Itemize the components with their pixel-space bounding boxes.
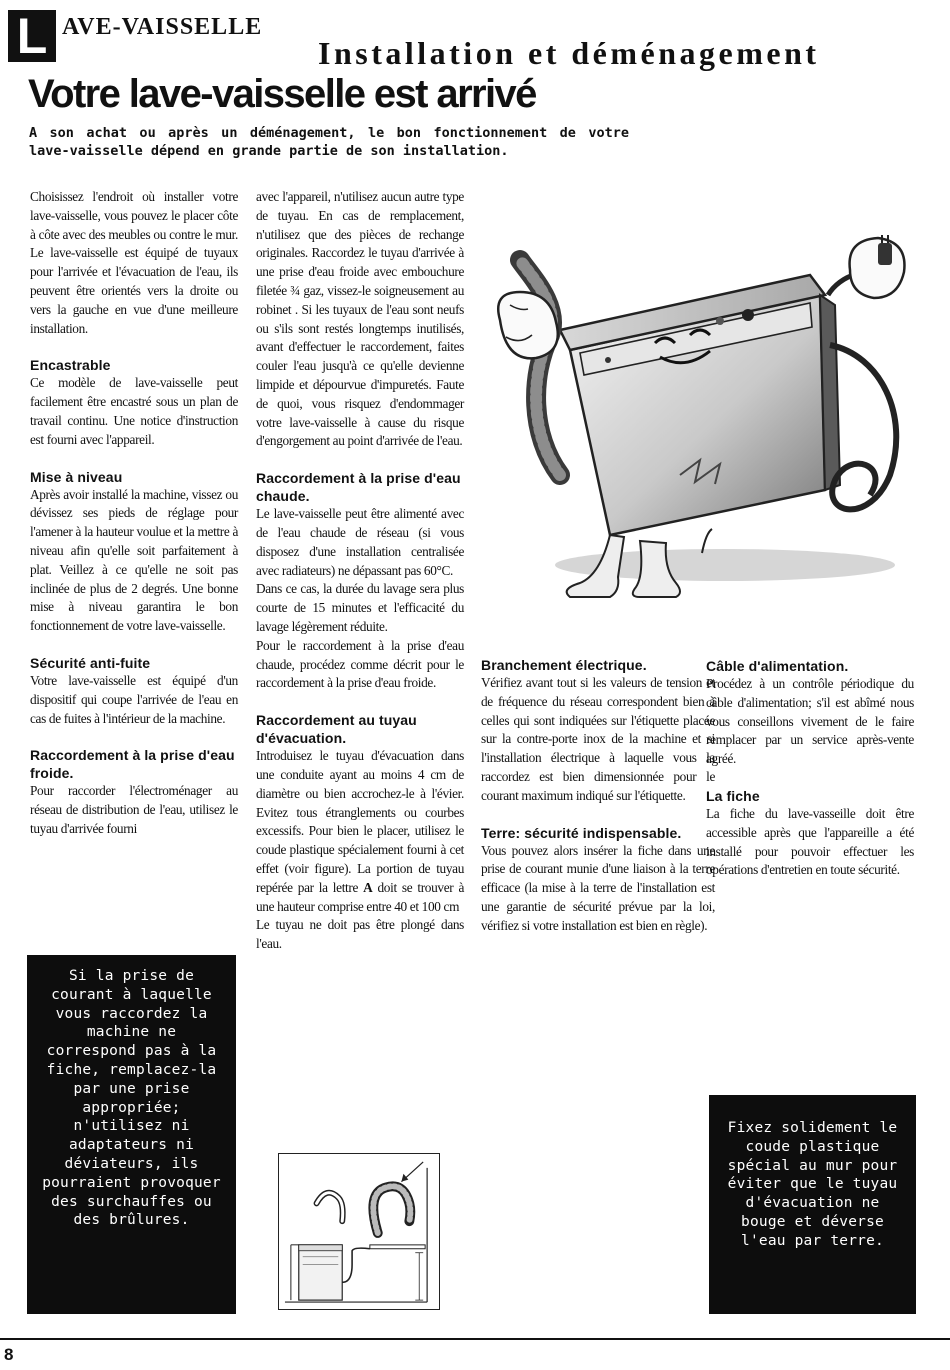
warning-box-prise: Si la prise de courant à laquelle vous raccordez la machine ne correspond pas à la fiche, remplacez-la par une prise appropriée; n'utilisez ni adaptateurs ni déviateurs, ils pourraient provoquer des surchauffes ou des brûlures.	[27, 955, 236, 1314]
text-la-fiche: La fiche du lave-vasseille doit être accessible après que l'appareille a été installé pour pouvoir effectuer les opérations d'entretien en toute sécurité.	[706, 805, 914, 878]
column-3	[481, 656, 715, 936]
text-securite-anti-fuite: Votre lave-vaisselle est équipé d'un dispositif qui coupe l'arrivée de l'eau en cas de fuites à l'intérieur de la machine.	[30, 672, 238, 726]
column-2	[256, 188, 464, 954]
text-prise-eau-froide-cont: avec l'appareil, n'utilisez aucun autre type de tuyau. En cas de remplacement, n'utilisez que des pièces de rechange originales. Raccordez le tuyau d'arrivée à une prise d'eau froide avec embouchure filetée ¾ gaz, vissez-le soigneusement au robinet . Si les tuyaux de l'eau sont neufs ou s'ils sont restés longtemps inutilisés, avant d'effectuer le raccordement, faites couler l'eau jusqu'à ce qu'elle devienne limpide et dépourvue d'impuretés. Faute de quoi, vous risquez d'endommager votre lave-vaisselle à cause du risque d'engorgement au point d'arrivée de l'eau.	[256, 189, 464, 449]
intro-paragraph: A son achat ou après un déménagement, le bon fonctionnement de votre lave-vaisselle dépend en grande partie de son installation.	[29, 125, 629, 159]
text-prise-eau-froide: Pour raccorder l'électroménager au réseau de distribution de l'eau, utilisez le tuyau d'arrivée fourni	[30, 783, 238, 836]
page-title: Votre lave-vaisselle est arrivé	[28, 72, 536, 116]
text-evac-part2: doit se trouver à une hauteur comprise entre 40 et 100 cm	[256, 879, 464, 914]
section-subtitle: Installation et déménagement	[318, 35, 820, 71]
heading-cable-alimentation: Câble d'alimentation.	[706, 658, 849, 674]
heading-branchement-electrique: Branchement électrique.	[481, 657, 647, 673]
text-tuyau-evacuation	[256, 747, 464, 916]
heading-prise-eau-chaude: Raccordement à la prise d'eau chaude.	[256, 470, 461, 505]
dishwasher-cartoon-illustration	[490, 235, 930, 605]
heading-mise-a-niveau: Mise à niveau	[30, 468, 123, 485]
heading-securite-anti-fuite: Sécurité anti-fuite	[30, 654, 151, 671]
heading-encastrable: Encastrable	[30, 357, 111, 374]
text-branchement-electrique: Vérifiez avant tout si les valeurs de tension et de fréquence du réseau correspondent bien à celles qui sont indiquées sur l'étiquette placée sur la contre-porte inox de la machine et si l'installation électrique à laquelle vous la raccordez est bien dimensionnée pour le courant maximum indiqué sur l'étiquette.	[481, 675, 715, 803]
column-4	[706, 657, 914, 880]
text-cable-alimentation: Procédez à un contrôle périodique du câble d'alimentation; s'il est abîmé nous vous conseillons vivement de le faire remplacer par un service après-vente agréé.	[706, 676, 914, 767]
text-terre: Vous pouvez alors insérer la fiche dans une prise de courant munie d'une liaison à la terre efficace (la mise à la terre de l'installation est une garantie de sécurité prévue par la loi, vérifiez si votre installation est bien en règle).	[481, 842, 715, 933]
heading-terre: Terre: sécurité indispensable.	[481, 824, 682, 841]
text-prise-eau-chaude-1: Le lave-vaisselle peut être alimenté avec de l'eau chaude de réseau (si vous disposez d'une installation centralisée avec radiateurs) ne dépassant pas 60°C.	[256, 506, 464, 578]
text-encastrable: Ce modèle de lave-vaisselle peut facilement être encastré sous un plan de travail continu. Une notice d'instruction est fourni avec l'appareil.	[30, 375, 238, 447]
text-evac-part1: Introduisez le tuyau d'évacuation dans une conduite ayant au moins 4 cm de diamètre ou bien accrochez-le à l'évier. Evitez tous étranglements ou courbes excessifs. Pour bien le placer, utilisez le coude plastique spécialement fourni à cet effet (voir figure). La portion de tuyau repérée par la lettre	[256, 748, 464, 895]
drain-hose-diagram	[278, 1153, 440, 1310]
text-tuyau-evacuation-2: Le tuyau ne doit pas être plongé dans l'eau.	[256, 917, 464, 952]
page-number: 8	[4, 1345, 14, 1364]
heading-tuyau-evacuation: Raccordement au tuyau d'évacuation.	[256, 712, 417, 747]
section-name: AVE-VAISSELLE	[62, 14, 263, 40]
column-1	[30, 188, 238, 839]
letter-a: A	[363, 879, 373, 895]
footer-rule	[0, 1338, 950, 1340]
intro-text: Choisissez l'endroit où installer votre lave-vaisselle, vous pouvez le placer côte à côte avec des meubles ou contre le mur. Le lave-vaisselle est équipé de tuyaux pour l'arrivée et l'évacuation de l'eau, ils peuvent être orientés vers la droite ou vers la gauche en vue d'une meilleure installation.	[30, 189, 238, 336]
text-mise-a-niveau: Après avoir installé la machine, vissez ou dévissez ses pieds de réglage pour l'amener à la hauteur voulue et la mettre à niveau afin qu'elle soit parfaitement à plat. Veillez à ce qu'elle ne soit pas inclinée de plus de 2 degrés. Une bonne mise à niveau garantira le bon fonctionnement de votre lave-vaisselle.	[30, 486, 238, 634]
text-prise-eau-chaude-2: Dans ce cas, la durée du lavage sera plus courte de 15 minutes et l'efficacité du lavage légèrement réduite.	[256, 581, 464, 634]
heading-la-fiche: La fiche	[706, 787, 760, 804]
heading-prise-eau-froide: Raccordement à la prise d'eau froide.	[30, 747, 235, 782]
text-prise-eau-chaude-3: Pour le raccordement à la prise d'eau chaude, procédez comme décrit pour le raccordement à la prise d'eau froide.	[256, 637, 464, 691]
warning-box-coude: Fixez solidement le coude plastique spécial au mur pour éviter que le tuyau d'évacuation ne bouge et déverse l'eau par terre.	[709, 1095, 916, 1314]
section-letter-badge: L	[8, 10, 56, 62]
